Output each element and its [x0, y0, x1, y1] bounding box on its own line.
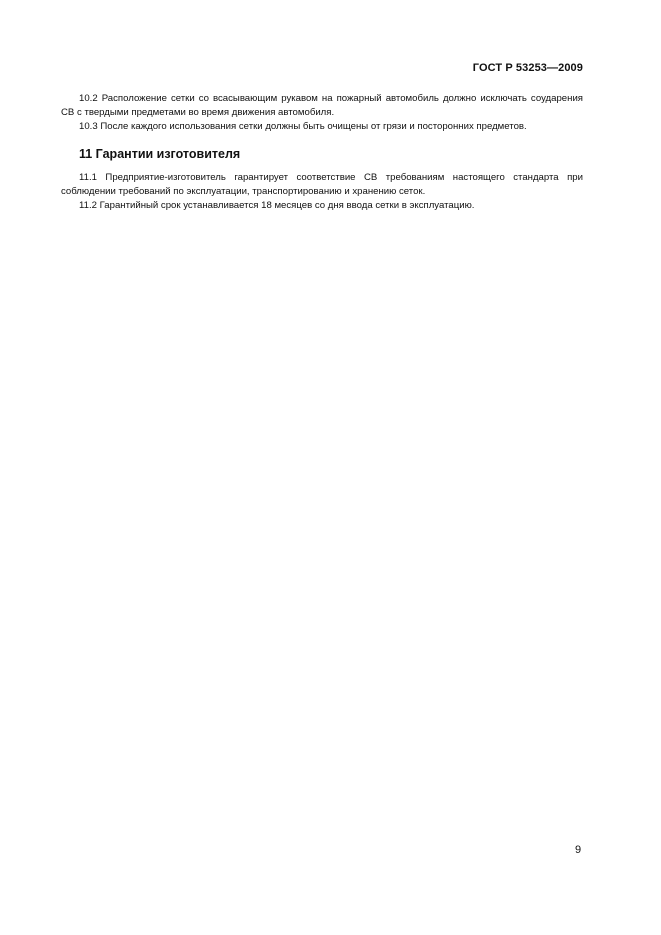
page-content: [61, 92, 583, 213]
paragraph-10-2: 10.2 Расположение сетки со всасывающим рукавом на пожарный автомобиль должно исключать соударения СВ с твердыми предметами во время движения автомобиля.: [61, 93, 583, 118]
paragraph-11-1: 11.1 Предприятие-изготовитель гарантирует соответствие СВ требованиям настоящего стандарта при соблюдении требований по эксплуатации, транспортированию и хранению сеток.: [61, 172, 583, 197]
section-title-11: 11 Гарантии изготовителя: [79, 147, 241, 161]
page-number: 9: [575, 844, 582, 856]
paragraph-11-2: 11.2 Гарантийный срок устанавливается 18 месяцев со дня ввода сетки в эксплуатацию.: [79, 200, 475, 211]
standard-code-header: ГОСТ Р 53253—2009: [472, 62, 583, 74]
paragraph-10-3: 10.3 После каждого использования сетки должны быть очищены от грязи и посторонних предметов.: [79, 121, 527, 132]
